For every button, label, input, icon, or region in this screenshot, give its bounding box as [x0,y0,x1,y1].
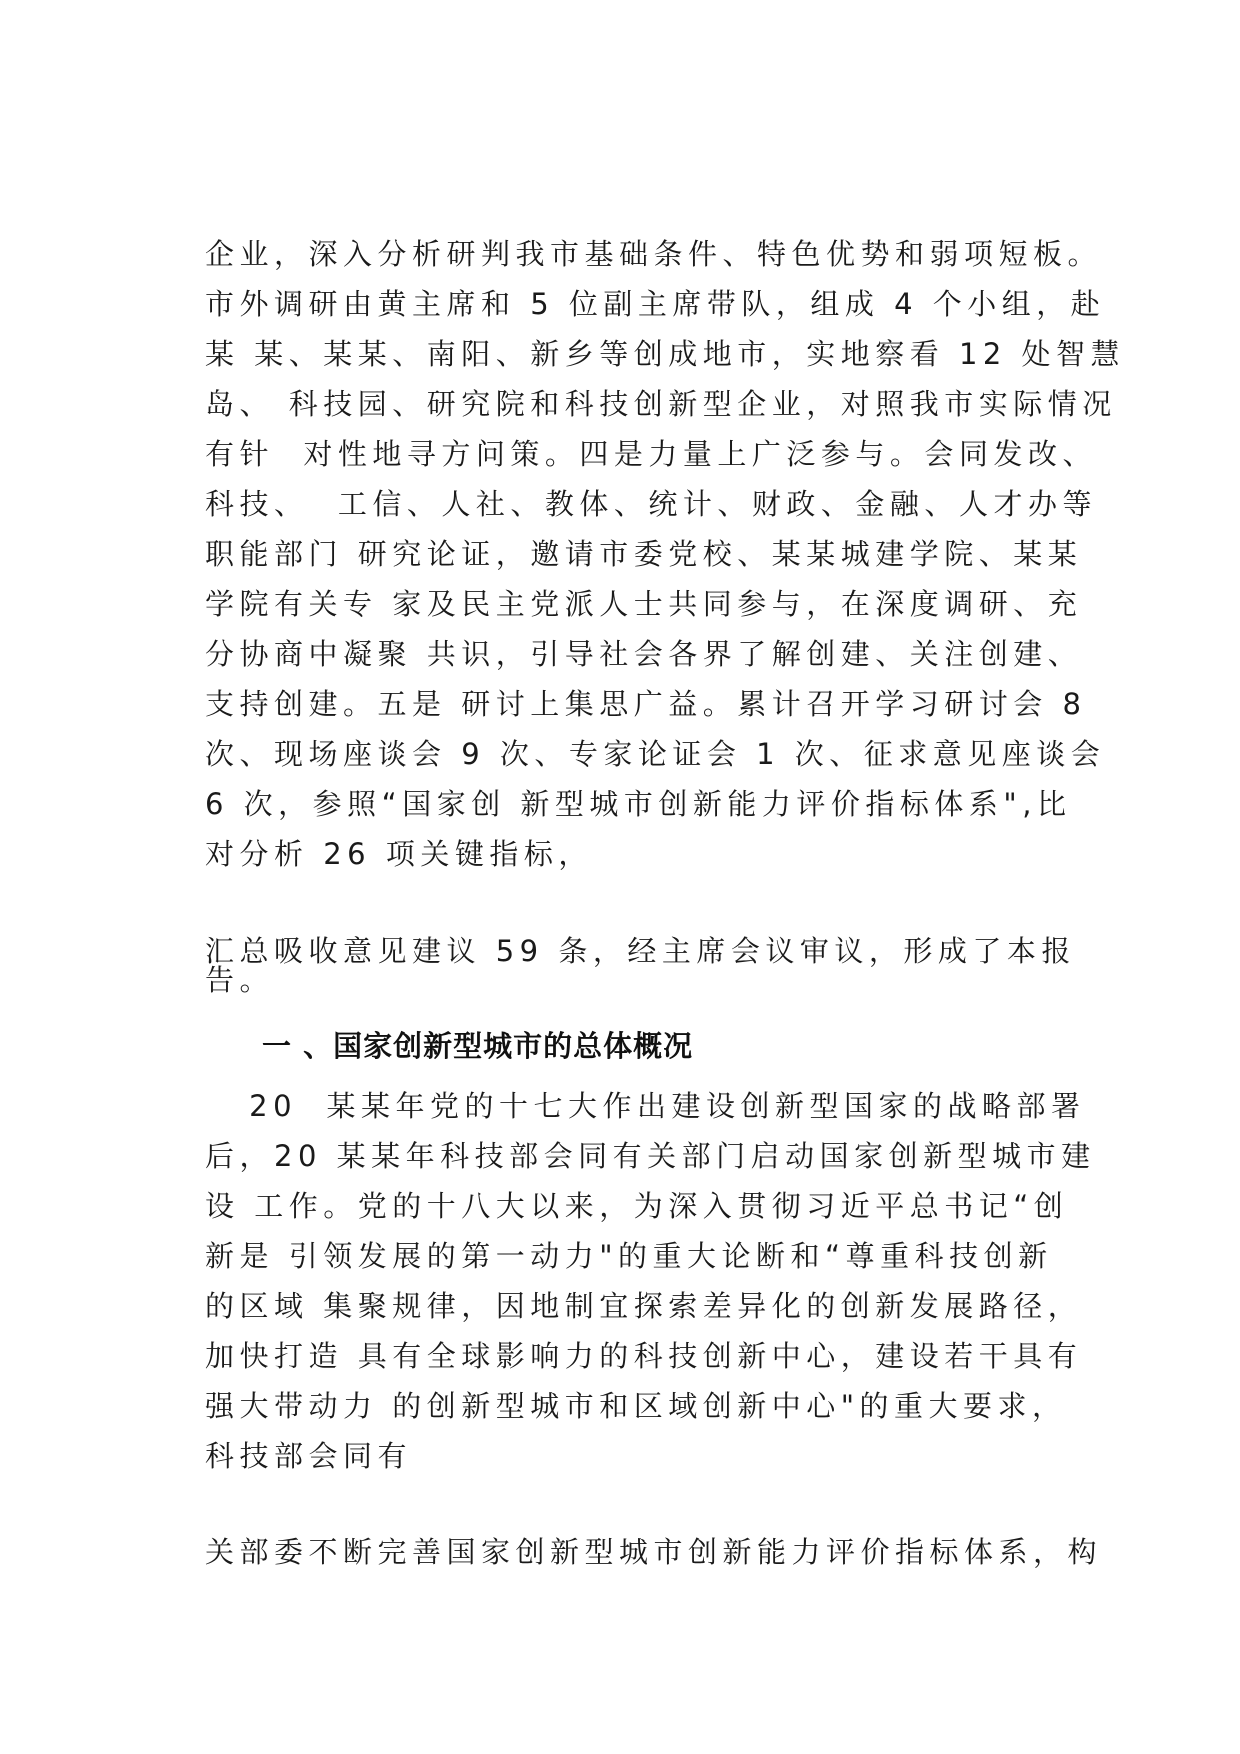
intro-line-1: 企业，深入分析研判我市基础条件、特色优势和弱项短板。 [205,237,1103,271]
closing-line-1: 关部委不断完善国家创新型城市创新能力评价指标体系，构 [205,1535,1103,1569]
section-line-2: 后，20 某某年科技部会同有关部门启动国家创新型城市建 [205,1139,1096,1173]
intro-line-4: 岛、 科技园、研究院和科技创新型企业，对照我市实际情况 [205,387,1117,421]
intro-line-12: 6 次，参照“国家创 新型城市创新能力评价指标体系",比 [205,787,1072,821]
section-heading: 一 、国家创新型城市的总体概况 [262,1029,694,1063]
intro-line-5: 有针 对性地寻方问策。四是力量上广泛参与。会同发改、 [205,437,1097,471]
section-line-4: 新是 引领发展的第一动力"的重大论断和“尊重科技创新 [205,1239,1053,1273]
intro-line-3: 某 某、某某、南阳、新乡等创成地市，实地察看 12 处智慧 [205,337,1126,371]
intro-line-13: 对分析 26 项关键指标， [205,837,593,871]
intro-line-10: 支持创建。五是 研讨上集思广益。累计召开学习研讨会 8 [205,687,1087,721]
intro-line-2: 市外调研由黄主席和 5 位副主席带队，组成 4 个小组，赴 [205,287,1106,321]
intro-line-8: 学院有关专 家及民主党派人士共同参与，在深度调研、充 [205,587,1083,621]
intro-line-11: 次、现场座谈会 9 次、专家论证会 1 次、征求意见座谈会 [205,737,1106,771]
intro-line-7: 职能部门 研究论证，邀请市委党校、某某城建学院、某某 [205,537,1083,571]
summary-line-1: 汇总吸收意见建议 59 条，经主席会议审议，形成了本报 [205,934,1076,968]
summary-line-2: 告。 [205,963,275,997]
section-line-6: 加快打造 具有全球影响力的科技创新中心，建设若干具有 [205,1339,1083,1373]
section-line-5: 的区域 集聚规律，因地制宜探索差异化的创新发展路径， [205,1289,1083,1323]
section-line-1: 20 某某年党的十七大作出建设创新型国家的战略部署 [205,1089,1086,1123]
section-line-8: 科技部会同有 [205,1439,413,1473]
section-line-3: 设 工作。党的十八大以来，为深入贯彻习近平总书记“创 [205,1189,1069,1223]
intro-line-9: 分协商中凝聚 共识，引导社会各界了解创建、关注创建、 [205,637,1083,671]
intro-line-6: 科技、 工信、人社、教体、统计、财政、金融、人才办等 [205,487,1097,521]
section-line-7: 强大带动力 的创新型城市和区域创新中心"的重大要求， [205,1389,1067,1423]
